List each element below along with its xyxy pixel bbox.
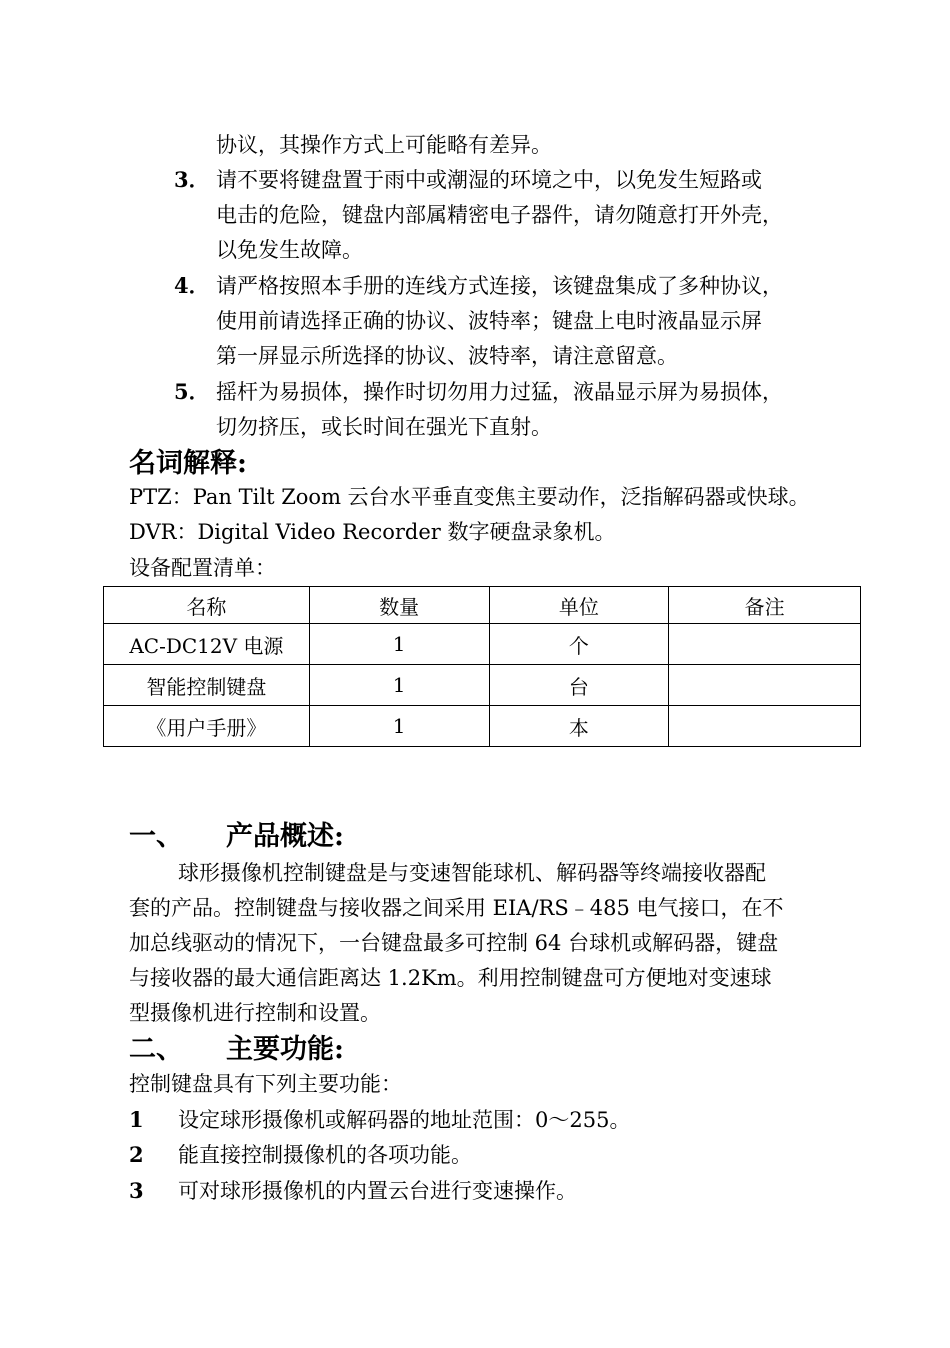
precaution-line: 摇杆为易损体，操作时切勿用力过猛，液晶显示屏为易损体， (216, 380, 783, 404)
precaution-continuation: 协议，其操作方式上可能略有差异。 (216, 133, 552, 157)
table-row (104, 624, 861, 665)
section-number: 二、 (129, 1034, 183, 1065)
function-number: 3 (129, 1178, 144, 1203)
cell-remarks (669, 706, 861, 747)
cell-name: 《用户手册》 (104, 706, 310, 747)
function-item: 设定球形摄像机或解码器的地址范围：0～255。 (178, 1108, 631, 1132)
column-header-name: 名称 (104, 587, 310, 624)
paragraph-line: 加总线驱动的情况下，一台键盘最多可控制 64 台球机或解码器，键盘 (129, 931, 779, 955)
table-row (104, 665, 861, 706)
cell-unit: 本 (489, 706, 669, 747)
function-number: 1 (129, 1107, 144, 1132)
precaution-number: 5． (174, 379, 210, 404)
precaution-number: 4． (174, 273, 210, 298)
precaution-line: 请不要将键盘置于雨中或潮湿的环境之中，以免发生短路或 (216, 168, 762, 192)
glossary-dvr: DVR：Digital Video Recorder 数字硬盘录象机。 (129, 520, 616, 544)
section-title: 产品概述: (226, 821, 344, 852)
function-number: 2 (129, 1142, 144, 1167)
functions-intro: 控制键盘具有下列主要功能： (129, 1072, 402, 1096)
precaution-line: 以免发生故障。 (216, 238, 363, 262)
function-item: 能直接控制摄像机的各项功能。 (178, 1143, 472, 1167)
section-title: 主要功能: (226, 1034, 344, 1065)
table-row (104, 706, 861, 747)
cell-name: 智能控制键盘 (104, 665, 310, 706)
paragraph-line: 套的产品。控制键盘与接收器之间采用 EIA/RS﹣485 电气接口，在不 (129, 896, 784, 920)
precaution-number: 3． (174, 167, 210, 192)
cell-quantity: 1 (309, 665, 489, 706)
cell-name: AC-DC12V 电源 (104, 624, 310, 665)
cell-remarks (669, 624, 861, 665)
cell-quantity: 1 (309, 706, 489, 747)
cell-quantity: 1 (309, 624, 489, 665)
paragraph-line: 球形摄像机控制键盘是与变速智能球机、解码器等终端接收器配 (178, 861, 766, 885)
cell-unit: 个 (489, 624, 669, 665)
precaution-line: 使用前请选择正确的协议、波特率；键盘上电时液晶显示屏 (216, 309, 762, 333)
glossary-heading: 名词解释: (129, 448, 247, 479)
equipment-list-title: 设备配置清单： (129, 556, 276, 580)
table-header-row (104, 587, 861, 624)
equipment-table (103, 586, 861, 747)
column-header-remarks: 备注 (669, 587, 861, 624)
glossary-ptz: PTZ：Pan Tilt Zoom 云台水平垂直变焦主要动作，泛指解码器或快球。 (129, 485, 810, 509)
precaution-line: 请严格按照本手册的连线方式连接，该键盘集成了多种协议， (216, 274, 783, 298)
function-item: 可对球形摄像机的内置云台进行变速操作。 (178, 1179, 577, 1203)
cell-remarks (669, 665, 861, 706)
precaution-line: 第一屏显示所选择的协议、波特率，请注意留意。 (216, 344, 678, 368)
precaution-line: 切勿挤压，或长时间在强光下直射。 (216, 415, 552, 439)
precaution-line: 电击的危险，键盘内部属精密电子器件，请勿随意打开外壳， (216, 203, 783, 227)
cell-unit: 台 (489, 665, 669, 706)
column-header-unit: 单位 (489, 587, 669, 624)
column-header-quantity: 数量 (309, 587, 489, 624)
paragraph-line: 与接收器的最大通信距离达 1.2Km。利用控制键盘可方便地对变速球 (129, 966, 772, 990)
section-number: 一、 (129, 821, 183, 852)
paragraph-line: 型摄像机进行控制和设置。 (129, 1001, 381, 1025)
